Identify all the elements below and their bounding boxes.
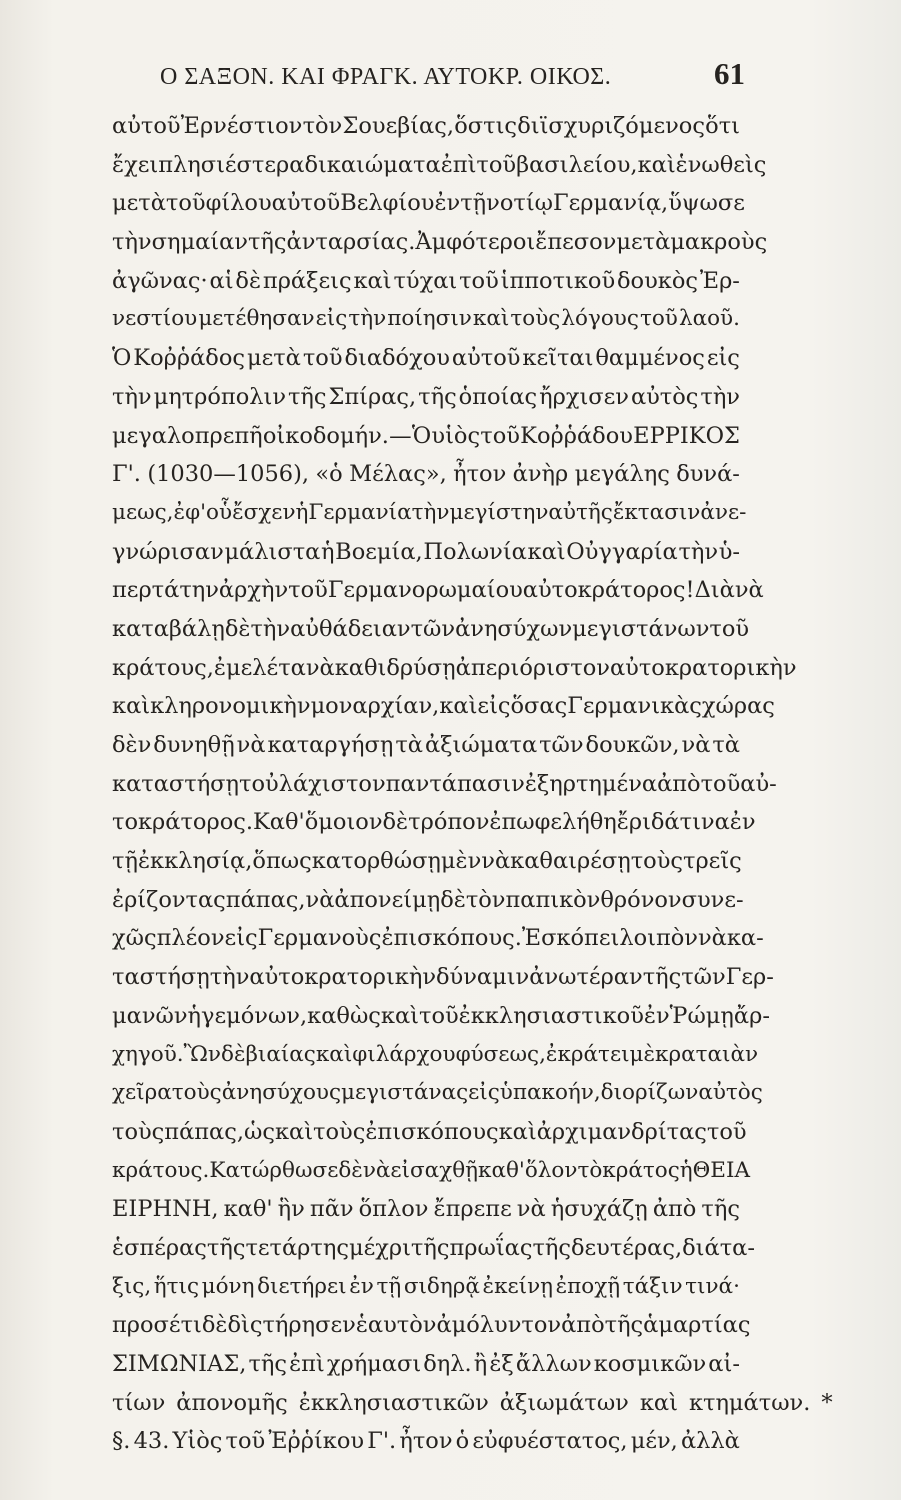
text-line: τοὺς πάπας, ὡς καὶ τοὺς ἐπισκόπους καὶ ἀρχιμανδρίτας τοῦ [112,1118,747,1145]
text-line: ΣΙΜΩΝΙΑΣ, τῆς ἐπὶ χρήμασι δηλ. ἢ ἐξ ἄλλων κοσμικῶν αἰ- [112,1351,740,1377]
text-line: νεστίου μετέθησαν εἰς τὴν ποίησιν καὶ τοὺς λόγους τοῦ λαοῦ. [112,306,740,332]
text-line: χηγοῦ. Ὢν δὲ βιαίας καὶ φιλάρχου φύσεως, ἐκράτει μὲ κραταιὰν [112,1041,759,1067]
text-line: δὲν δυνηθῇ νὰ καταργήσῃ τὰ ἀξιώματα τῶν δουκῶν, νὰ τὰ [112,732,740,758]
text-line: ἑσπέρας τῆς τετάρτης μέχρι τῆς πρωΐας τῆς δευτέρας, διάτα- [112,1234,755,1261]
text-line: §. 43. Υἱὸς τοῦ Ἐῤῥίκου Γ'. ἦτον ὁ εὐφυέστατος, μέν, ἀλλὰ [112,1428,740,1455]
text-line: Γ'. (1030—1056), «ὁ Μέλας», ἦτον ἀνὴρ μεγάλης δυνά- [112,461,740,488]
text-line: περτάτην ἀρχὴν τοῦ Γερμανορωμαίου αὐτοκράτορος! Διὰ νὰ [112,577,764,604]
text-line: Ὁ Κοῤῥάδος μετὰ τοῦ διαδόχου αὐτοῦ κεῖται θαμμένος εἰς [112,345,740,372]
text-line: κράτους, ἐμελέτα νὰ καθιδρύσῃ ἀπεριόριστον αὐτοκρατορικὴν [112,654,797,681]
text-line: μετὰ τοῦ φίλου αὐτοῦ Βελφίου ἐν τῇ νοτίῳ Γερμανίᾳ, ὕψωσε [112,190,745,217]
text-line: χεῖρα τοὺς ἀνησύχους μεγιστάνας εἰς ὑπακοήν, διορίζων αὐτὸς [112,1080,763,1106]
text-line: μανῶν ἡγεμόνων, καθὼς καὶ τοῦ ἐκκλησιαστικοῦ ἐν Ῥώμῃ ἄρ- [112,1002,770,1029]
text-line: ἐρίζοντας πάπας, νὰ ἀπονείμῃ δὲ τὸν παπικὸν θρόνον συνε- [112,886,744,913]
text-line: καταστήσῃ τοὐλάχιστον παντάπασιν ἐξηρτημένα ἀπὸ τοῦ αὐ- [112,770,777,797]
text-line: μεγαλοπρεπῆ οἰκοδομήν. — Ὁ υἱὸς τοῦ Κοῤῥάδου ΕΡΡΙΚΟΣ [112,422,740,449]
body-text [112,107,833,1461]
text-line: ἔχει πλησιέστερα δικαιώματα ἐπὶ τοῦ βασιλείου, καὶ ἑνωθεὶς [112,151,767,178]
text-line: ΕΙΡΗΝΗ, καθ' ἣν πᾶν ὅπλον ἔπρεπε νὰ ἡσυχάζῃ ἀπὸ τῆς [112,1196,740,1223]
page-header [160,56,745,96]
text-line: τοκράτορος. Καθ' ὅμοιον δὲ τρόπον ἐπωφελήθη ἔριδά τινα ἐν [112,809,756,836]
text-line: μεως, ἐφ' οὗ ἔσχεν ἡ Γερμανία τὴν μεγίστην αὐτῆς ἔκτασιν ἀνε- [112,499,747,525]
text-line: τῇ ἐκκλησίᾳ, ὅπως κατορθώσῃ μὲν νὰ καθαιρέσῃ τοὺς τρεῖς [112,848,742,875]
text-line: χῶς πλέον εἰς Γερμανοὺς ἐπισκόπους. Ἐσκόπει λοιπὸν νὰ κα- [112,925,764,952]
text-line: τὴν μητρόπολιν τῆς Σπίρας, τῆς ὁποίας ἤρχισεν αὐτὸς τὴν [112,383,740,410]
text-line: καὶ κληρονομικὴν μοναρχίαν, καὶ εἰς ὅσας Γερμανικὰς χώρας [112,693,775,720]
text-line: τίων ἀπονομῆς ἐκκλησιαστικῶν ἀξιωμάτων καὶ κτημάτων. * [112,1389,833,1416]
text-line: αὐτοῦ Ἐρνέστιον τὸν Σουεβίας, ὅστις διϊσχυριζόμενος ὅτι [112,113,740,139]
text-line: προσέτι δὲ δὶς τήρησεν ἑαυτὸν ἀμόλυντον ἀπὸ τῆς ἁμαρτίας [112,1312,751,1339]
running-head: Ο ΣΑΞΟΝ. ΚΑΙ ΦΡΑΓΚ. ΑΥΤΟΚΡ. ΟΙΚΟΣ. [160,64,612,90]
text-line: ἀγῶνας· αἱ δὲ πράξεις καὶ τύχαι τοῦ ἱπποτικοῦ δουκὸς Ἐρ- [112,267,740,294]
page-number: 61 [714,56,745,91]
text-line: τὴν σημαίαν τῆς ἀνταρσίας. Ἀμφότεροι ἔπεσον μετὰ μακροὺς [112,229,768,256]
text-line: καταβάλῃ δὲ τὴν αὐθάδειαν τῶν ἀνησύχων μεγιστάνων τοῦ [112,615,750,642]
text-line: ταστήσῃ τὴν αὐτοκρατορικὴν δύναμιν ἀνωτέραν τῆς τῶν Γερ- [112,964,774,991]
text-line: κράτους. Κατώρθωσε δὲ νὰ εἰσαχθῇ καθ' ὅλον τὸ κράτος ἡ ΘΕΙΑ [112,1157,750,1183]
text-line: ξις, ἥτις μόνη διετήρει ἐν τῇ σιδηρᾷ ἐκείνῃ ἐποχῇ τάξιν τινά· [112,1273,740,1299]
text-line: γνώρισαν μάλιστα ἡ Βοεμία, Πολωνία καὶ Οὐγγαρία τὴν ὑ- [112,538,740,565]
